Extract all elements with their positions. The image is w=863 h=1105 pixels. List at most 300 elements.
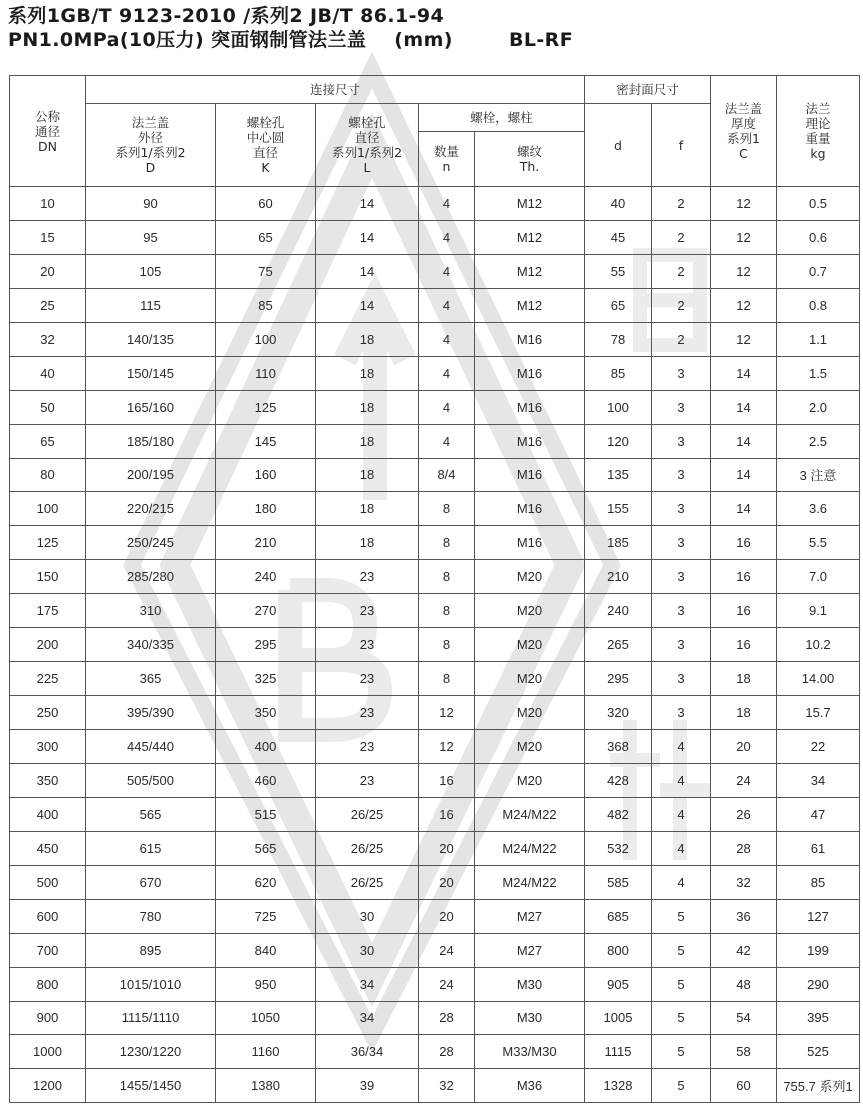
- bolt-circle-cell: 180: [216, 492, 316, 526]
- f-cell: 3: [652, 458, 711, 492]
- f-cell: 3: [652, 356, 711, 390]
- table-row: [10, 662, 860, 696]
- weight-cell: 47: [777, 797, 860, 831]
- weight-cell: 127: [777, 899, 860, 933]
- bolt-count-cell: 8: [419, 526, 475, 560]
- thickness-cell: 16: [711, 560, 777, 594]
- d-cell: 155: [585, 492, 652, 526]
- thread-cell: M30: [475, 1001, 585, 1035]
- outer-diameter-cell: 505/500: [86, 763, 216, 797]
- dn-cell: 125: [10, 526, 86, 560]
- weight-cell: 5.5: [777, 526, 860, 560]
- f-cell: 2: [652, 254, 711, 288]
- outer-diameter-cell: 615: [86, 831, 216, 865]
- bolt-count-cell: 8: [419, 492, 475, 526]
- bolt-circle-cell: 350: [216, 696, 316, 730]
- bolt-hole-cell: 34: [316, 967, 419, 1001]
- dn-cell: 1000: [10, 1035, 86, 1069]
- thread-cell: M16: [475, 322, 585, 356]
- header-bolt-circle: 螺栓孔 中心圆 直径 K: [216, 104, 316, 187]
- table-row: [10, 288, 860, 322]
- thickness-cell: 48: [711, 967, 777, 1001]
- weight-cell: 14.00: [777, 662, 860, 696]
- d-cell: 185: [585, 526, 652, 560]
- table-row: [10, 424, 860, 458]
- thread-cell: M33/M30: [475, 1035, 585, 1069]
- bolt-circle-cell: 565: [216, 831, 316, 865]
- d-cell: 428: [585, 763, 652, 797]
- bolt-hole-cell: 26/25: [316, 831, 419, 865]
- bolt-count-cell: 20: [419, 865, 475, 899]
- d-cell: 265: [585, 628, 652, 662]
- weight-cell: 0.6: [777, 220, 860, 254]
- d-cell: 685: [585, 899, 652, 933]
- thread-cell: M16: [475, 424, 585, 458]
- dn-cell: 150: [10, 560, 86, 594]
- header-d: d: [585, 104, 652, 187]
- bolt-count-cell: 4: [419, 424, 475, 458]
- weight-cell: 1.5: [777, 356, 860, 390]
- thread-cell: M20: [475, 763, 585, 797]
- dn-cell: 32: [10, 322, 86, 356]
- f-cell: 3: [652, 696, 711, 730]
- bolt-circle-cell: 125: [216, 390, 316, 424]
- thread-cell: M20: [475, 730, 585, 764]
- weight-cell: 9.1: [777, 594, 860, 628]
- dn-cell: 40: [10, 356, 86, 390]
- table-row: [10, 458, 860, 492]
- thread-cell: M20: [475, 594, 585, 628]
- bolt-count-cell: 4: [419, 322, 475, 356]
- outer-diameter-cell: 670: [86, 865, 216, 899]
- thickness-cell: 12: [711, 187, 777, 221]
- table-row: [10, 526, 860, 560]
- f-cell: 3: [652, 390, 711, 424]
- thickness-cell: 20: [711, 730, 777, 764]
- bolt-circle-cell: 60: [216, 187, 316, 221]
- bolt-hole-cell: 23: [316, 560, 419, 594]
- dn-cell: 65: [10, 424, 86, 458]
- bolt-count-cell: 20: [419, 831, 475, 865]
- f-cell: 5: [652, 1001, 711, 1035]
- bolt-hole-cell: 30: [316, 899, 419, 933]
- dn-cell: 900: [10, 1001, 86, 1035]
- bolt-circle-cell: 295: [216, 628, 316, 662]
- page-title: 系列1GB/T 9123-2010 /系列2 JB/T 86.1-94: [8, 5, 445, 27]
- thickness-cell: 12: [711, 220, 777, 254]
- d-cell: 120: [585, 424, 652, 458]
- thickness-cell: 28: [711, 831, 777, 865]
- thread-cell: M20: [475, 662, 585, 696]
- f-cell: 5: [652, 967, 711, 1001]
- bolt-count-cell: 24: [419, 933, 475, 967]
- bolt-circle-cell: 100: [216, 322, 316, 356]
- bolt-count-cell: 4: [419, 288, 475, 322]
- f-cell: 2: [652, 322, 711, 356]
- thickness-cell: 12: [711, 322, 777, 356]
- page-subtitle: PN1.0MPa(10压力) 突面钢制管法兰盖 (mm) BL-RF: [8, 29, 574, 51]
- bolt-hole-cell: 18: [316, 322, 419, 356]
- d-cell: 482: [585, 797, 652, 831]
- d-cell: 240: [585, 594, 652, 628]
- thickness-cell: 24: [711, 763, 777, 797]
- thickness-cell: 58: [711, 1035, 777, 1069]
- outer-diameter-cell: 780: [86, 899, 216, 933]
- d-cell: 40: [585, 187, 652, 221]
- bolt-hole-cell: 23: [316, 662, 419, 696]
- bolt-circle-cell: 1050: [216, 1001, 316, 1035]
- weight-cell: 3 注意: [777, 458, 860, 492]
- table-row: [10, 696, 860, 730]
- weight-cell: 10.2: [777, 628, 860, 662]
- bolt-hole-cell: 14: [316, 220, 419, 254]
- bolt-hole-cell: 26/25: [316, 865, 419, 899]
- header-bolt-hole: 螺栓孔 直径 系列1/系列2 L: [316, 104, 419, 187]
- bolt-hole-cell: 30: [316, 933, 419, 967]
- header-sealing-dimensions: 密封面尺寸: [585, 76, 711, 104]
- weight-cell: 199: [777, 933, 860, 967]
- dn-cell: 600: [10, 899, 86, 933]
- thickness-cell: 18: [711, 696, 777, 730]
- d-cell: 85: [585, 356, 652, 390]
- header-connection-dimensions: 连接尺寸: [86, 76, 585, 104]
- thickness-cell: 42: [711, 933, 777, 967]
- dn-cell: 700: [10, 933, 86, 967]
- weight-cell: 0.7: [777, 254, 860, 288]
- d-cell: 1005: [585, 1001, 652, 1035]
- bolt-circle-cell: 1160: [216, 1035, 316, 1069]
- weight-cell: 7.0: [777, 560, 860, 594]
- outer-diameter-cell: 150/145: [86, 356, 216, 390]
- bolt-hole-cell: 18: [316, 458, 419, 492]
- bolt-hole-cell: 36/34: [316, 1035, 419, 1069]
- header-dn: 公称 通径 DN: [10, 76, 86, 187]
- bolt-hole-cell: 23: [316, 730, 419, 764]
- f-cell: 3: [652, 560, 711, 594]
- weight-cell: 755.7 系列1: [777, 1069, 860, 1103]
- outer-diameter-cell: 115: [86, 288, 216, 322]
- dn-cell: 15: [10, 220, 86, 254]
- f-cell: 4: [652, 797, 711, 831]
- bolt-circle-cell: 240: [216, 560, 316, 594]
- thickness-cell: 12: [711, 254, 777, 288]
- dn-cell: 80: [10, 458, 86, 492]
- thread-cell: M12: [475, 288, 585, 322]
- table-row: [10, 831, 860, 865]
- table-row: [10, 865, 860, 899]
- table-row: [10, 356, 860, 390]
- d-cell: 295: [585, 662, 652, 696]
- bolt-count-cell: 4: [419, 254, 475, 288]
- thickness-cell: 12: [711, 288, 777, 322]
- table-row: [10, 967, 860, 1001]
- bolt-circle-cell: 75: [216, 254, 316, 288]
- bolt-count-cell: 8: [419, 594, 475, 628]
- bolt-count-cell: 8: [419, 628, 475, 662]
- bolt-hole-cell: 39: [316, 1069, 419, 1103]
- outer-diameter-cell: 165/160: [86, 390, 216, 424]
- thickness-cell: 26: [711, 797, 777, 831]
- bolt-hole-cell: 23: [316, 763, 419, 797]
- bolt-count-cell: 4: [419, 390, 475, 424]
- bolt-hole-cell: 18: [316, 492, 419, 526]
- dn-cell: 25: [10, 288, 86, 322]
- dn-cell: 1200: [10, 1069, 86, 1103]
- weight-cell: 2.5: [777, 424, 860, 458]
- table-row: [10, 254, 860, 288]
- f-cell: 3: [652, 492, 711, 526]
- header-flange-thickness: 法兰盖 厚度 系列1 C: [711, 76, 777, 187]
- outer-diameter-cell: 1230/1220: [86, 1035, 216, 1069]
- f-cell: 2: [652, 220, 711, 254]
- table-row: [10, 220, 860, 254]
- outer-diameter-cell: 1015/1010: [86, 967, 216, 1001]
- weight-cell: 22: [777, 730, 860, 764]
- outer-diameter-cell: 565: [86, 797, 216, 831]
- table-body: [10, 187, 860, 1103]
- table-row: [10, 594, 860, 628]
- weight-cell: 395: [777, 1001, 860, 1035]
- bolt-count-cell: 12: [419, 696, 475, 730]
- dn-cell: 500: [10, 865, 86, 899]
- weight-cell: 2.0: [777, 390, 860, 424]
- outer-diameter-cell: 445/440: [86, 730, 216, 764]
- weight-cell: 0.8: [777, 288, 860, 322]
- thread-cell: M20: [475, 696, 585, 730]
- thread-cell: M20: [475, 628, 585, 662]
- table-row: [10, 933, 860, 967]
- weight-cell: 34: [777, 763, 860, 797]
- dn-cell: 350: [10, 763, 86, 797]
- f-cell: 4: [652, 763, 711, 797]
- thread-cell: M27: [475, 899, 585, 933]
- f-cell: 4: [652, 831, 711, 865]
- header-bolts: 螺栓，螺柱: [419, 104, 585, 132]
- thickness-cell: 14: [711, 458, 777, 492]
- table-row: [10, 1069, 860, 1103]
- bolt-circle-cell: 325: [216, 662, 316, 696]
- d-cell: 800: [585, 933, 652, 967]
- header-weight: 法兰 理论 重量 kg: [777, 76, 860, 187]
- thread-cell: M12: [475, 187, 585, 221]
- bolt-circle-cell: 85: [216, 288, 316, 322]
- table-row: [10, 797, 860, 831]
- d-cell: 1115: [585, 1035, 652, 1069]
- dn-cell: 300: [10, 730, 86, 764]
- weight-cell: 1.1: [777, 322, 860, 356]
- thread-cell: M16: [475, 458, 585, 492]
- dn-cell: 200: [10, 628, 86, 662]
- weight-cell: 61: [777, 831, 860, 865]
- f-cell: 5: [652, 933, 711, 967]
- d-cell: 135: [585, 458, 652, 492]
- bolt-count-cell: 4: [419, 187, 475, 221]
- d-cell: 1328: [585, 1069, 652, 1103]
- bolt-count-cell: 20: [419, 899, 475, 933]
- header-f: f: [652, 104, 711, 187]
- d-cell: 55: [585, 254, 652, 288]
- thickness-cell: 14: [711, 492, 777, 526]
- thread-cell: M12: [475, 254, 585, 288]
- bolt-circle-cell: 110: [216, 356, 316, 390]
- bolt-count-cell: 8: [419, 662, 475, 696]
- dn-cell: 800: [10, 967, 86, 1001]
- outer-diameter-cell: 140/135: [86, 322, 216, 356]
- f-cell: 5: [652, 1035, 711, 1069]
- weight-cell: 15.7: [777, 696, 860, 730]
- thread-cell: M16: [475, 492, 585, 526]
- thickness-cell: 60: [711, 1069, 777, 1103]
- flange-spec-table: [9, 75, 860, 1103]
- thread-cell: M16: [475, 356, 585, 390]
- f-cell: 4: [652, 865, 711, 899]
- dn-cell: 50: [10, 390, 86, 424]
- bolt-hole-cell: 14: [316, 187, 419, 221]
- thread-cell: M16: [475, 526, 585, 560]
- outer-diameter-cell: 895: [86, 933, 216, 967]
- table-row: [10, 322, 860, 356]
- header-bolt-count: 数量 n: [419, 132, 475, 187]
- thickness-cell: 36: [711, 899, 777, 933]
- thread-cell: M24/M22: [475, 831, 585, 865]
- dn-cell: 100: [10, 492, 86, 526]
- bolt-hole-cell: 18: [316, 356, 419, 390]
- bolt-circle-cell: 210: [216, 526, 316, 560]
- bolt-count-cell: 32: [419, 1069, 475, 1103]
- thread-cell: M27: [475, 933, 585, 967]
- bolt-count-cell: 12: [419, 730, 475, 764]
- bolt-count-cell: 16: [419, 797, 475, 831]
- bolt-hole-cell: 18: [316, 424, 419, 458]
- bolt-count-cell: 4: [419, 356, 475, 390]
- thickness-cell: 16: [711, 594, 777, 628]
- f-cell: 3: [652, 424, 711, 458]
- bolt-circle-cell: 270: [216, 594, 316, 628]
- weight-cell: 3.6: [777, 492, 860, 526]
- table-row: [10, 187, 860, 221]
- outer-diameter-cell: 1115/1110: [86, 1001, 216, 1035]
- f-cell: 2: [652, 187, 711, 221]
- f-cell: 3: [652, 594, 711, 628]
- header-thread: 螺纹 Th.: [475, 132, 585, 187]
- f-cell: 3: [652, 526, 711, 560]
- d-cell: 65: [585, 288, 652, 322]
- outer-diameter-cell: 200/195: [86, 458, 216, 492]
- table-row: [10, 763, 860, 797]
- outer-diameter-cell: 90: [86, 187, 216, 221]
- bolt-count-cell: 28: [419, 1035, 475, 1069]
- bolt-circle-cell: 145: [216, 424, 316, 458]
- weight-cell: 85: [777, 865, 860, 899]
- thickness-cell: 16: [711, 628, 777, 662]
- bolt-hole-cell: 23: [316, 696, 419, 730]
- f-cell: 5: [652, 1069, 711, 1103]
- bolt-circle-cell: 400: [216, 730, 316, 764]
- bolt-count-cell: 8: [419, 560, 475, 594]
- bolt-count-cell: 16: [419, 763, 475, 797]
- bolt-circle-cell: 950: [216, 967, 316, 1001]
- bolt-count-cell: 8/4: [419, 458, 475, 492]
- thread-cell: M24/M22: [475, 865, 585, 899]
- dn-cell: 250: [10, 696, 86, 730]
- bolt-hole-cell: 18: [316, 526, 419, 560]
- bolt-hole-cell: 23: [316, 594, 419, 628]
- d-cell: 368: [585, 730, 652, 764]
- outer-diameter-cell: 310: [86, 594, 216, 628]
- d-cell: 45: [585, 220, 652, 254]
- thickness-cell: 16: [711, 526, 777, 560]
- thread-cell: M16: [475, 390, 585, 424]
- bolt-circle-cell: 1380: [216, 1069, 316, 1103]
- bolt-hole-cell: 23: [316, 628, 419, 662]
- d-cell: 210: [585, 560, 652, 594]
- thread-cell: M24/M22: [475, 797, 585, 831]
- outer-diameter-cell: 365: [86, 662, 216, 696]
- outer-diameter-cell: 250/245: [86, 526, 216, 560]
- f-cell: 5: [652, 899, 711, 933]
- dn-cell: 400: [10, 797, 86, 831]
- f-cell: 3: [652, 628, 711, 662]
- bolt-circle-cell: 620: [216, 865, 316, 899]
- table-row: [10, 628, 860, 662]
- outer-diameter-cell: 95: [86, 220, 216, 254]
- bolt-count-cell: 24: [419, 967, 475, 1001]
- bolt-hole-cell: 18: [316, 390, 419, 424]
- dn-cell: 20: [10, 254, 86, 288]
- bolt-circle-cell: 840: [216, 933, 316, 967]
- header-outer-diameter: 法兰盖 外径 系列1/系列2 D: [86, 104, 216, 187]
- dn-cell: 450: [10, 831, 86, 865]
- outer-diameter-cell: 285/280: [86, 560, 216, 594]
- thickness-cell: 18: [711, 662, 777, 696]
- bolt-hole-cell: 26/25: [316, 797, 419, 831]
- table-row: [10, 492, 860, 526]
- d-cell: 905: [585, 967, 652, 1001]
- weight-cell: 525: [777, 1035, 860, 1069]
- table-row: [10, 560, 860, 594]
- table-row: [10, 390, 860, 424]
- thread-cell: M20: [475, 560, 585, 594]
- table-row: [10, 730, 860, 764]
- d-cell: 78: [585, 322, 652, 356]
- outer-diameter-cell: 340/335: [86, 628, 216, 662]
- dn-cell: 225: [10, 662, 86, 696]
- weight-cell: 290: [777, 967, 860, 1001]
- thread-cell: M12: [475, 220, 585, 254]
- bolt-circle-cell: 460: [216, 763, 316, 797]
- weight-cell: 0.5: [777, 187, 860, 221]
- outer-diameter-cell: 395/390: [86, 696, 216, 730]
- table-row: [10, 1035, 860, 1069]
- bolt-hole-cell: 14: [316, 254, 419, 288]
- bolt-hole-cell: 14: [316, 288, 419, 322]
- table-row: [10, 899, 860, 933]
- bolt-count-cell: 4: [419, 220, 475, 254]
- d-cell: 100: [585, 390, 652, 424]
- outer-diameter-cell: 1455/1450: [86, 1069, 216, 1103]
- outer-diameter-cell: 185/180: [86, 424, 216, 458]
- bolt-circle-cell: 160: [216, 458, 316, 492]
- f-cell: 4: [652, 730, 711, 764]
- bolt-circle-cell: 515: [216, 797, 316, 831]
- thickness-cell: 14: [711, 424, 777, 458]
- bolt-circle-cell: 65: [216, 220, 316, 254]
- d-cell: 532: [585, 831, 652, 865]
- thickness-cell: 14: [711, 390, 777, 424]
- d-cell: 320: [585, 696, 652, 730]
- thickness-cell: 32: [711, 865, 777, 899]
- f-cell: 3: [652, 662, 711, 696]
